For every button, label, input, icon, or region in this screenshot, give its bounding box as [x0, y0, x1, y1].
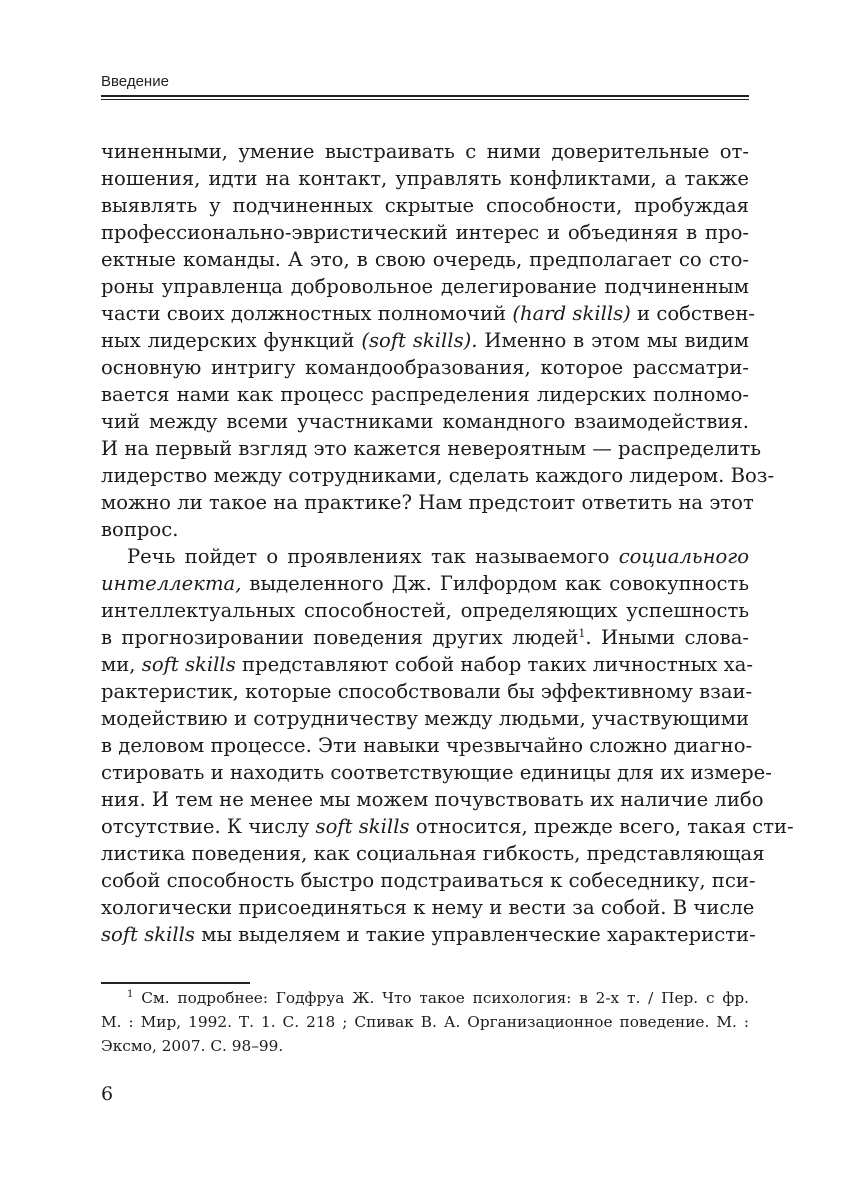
text-line: интеллектуальных способностей, определяющих успешность — [101, 599, 749, 622]
text-line: профессионально-эвристический интерес и объединяя в про- — [101, 221, 749, 244]
text-line: рактеристик, которые способствовали бы эффективному взаи- — [101, 680, 753, 703]
text-line: выявлять у подчиненных скрытые способности, пробуждая — [101, 194, 749, 217]
footnote-separator — [101, 982, 250, 984]
term-social-intellect: интеллекта, — [101, 572, 242, 595]
text-line: собой способность быстро подстраиваться к собеседнику, пси- — [101, 869, 756, 892]
text-line: в деловом процессе. Эти навыки чрезвычайно сложно диагно- — [101, 734, 753, 757]
term-soft-skills: soft skills — [315, 815, 410, 838]
footnote-marker: 1 — [127, 989, 134, 1000]
term-social-intellect: социального — [618, 545, 749, 568]
text-line: ных лидерских функций (soft skills). Именно в этом мы видим — [101, 329, 750, 352]
text-line: soft skills мы выделяем и такие управленческие характеристи- — [101, 923, 756, 946]
term-hard-skills: (hard skills) — [512, 302, 631, 325]
text-line: роны управленца добровольное делегирование подчиненным — [101, 275, 749, 298]
text-line: чий между всеми участниками командного взаимодействия. — [101, 410, 749, 433]
text-line: вается нами как процесс распределения лидерских полномо- — [101, 383, 749, 406]
text-line: интеллекта, выделенного Дж. Гилфордом как совокупность — [101, 572, 749, 595]
text-line: ния. И тем не менее мы можем почувствовать их наличие либо — [101, 788, 764, 811]
term-soft-skills: soft skills — [101, 923, 195, 946]
text-line: чиненными, умение выстраивать с ними доверительные от- — [101, 140, 749, 163]
text-line: части своих должностных полномочий (hard skills) и собствен- — [101, 302, 756, 325]
text-line: листика поведения, как социальная гибкость, представляющая — [101, 842, 765, 865]
header-rule-thin — [101, 99, 749, 100]
text-line: Речь пойдет о проявлениях так называемого социального — [127, 545, 749, 568]
footnote-line: $^1$ См. подробнее: Годфруа Ж. Что такое психология: в 2-х т. / Пер. с фр. — [127, 989, 749, 1007]
text-line: ектные команды. А это, в свою очередь, предполагает со сто- — [101, 248, 749, 271]
text-line: хологически присоединяться к нему и вести за собой. В числе — [101, 896, 755, 919]
text-line: в прогнозировании поведения других людей$^1$. Иными слова- — [101, 626, 750, 649]
term-soft-skills: (soft skills). — [361, 329, 478, 352]
term-soft-skills: soft skills — [141, 653, 236, 676]
body-text — [101, 138, 794, 948]
text-line: отсутствие. К числу soft skills относится, прежде всего, такая сти- — [101, 815, 794, 838]
header-rule-thick — [101, 95, 749, 97]
text-line: ми, soft skills представляют собой набор таких личностных ха- — [101, 653, 753, 676]
footnote-line: М. : Мир, 1992. Т. 1. С. 218 ; Спивак В. А. Организационное поведение. М. : — [101, 1013, 749, 1031]
footnote-line: Эксмо, 2007. С. 98–99. — [101, 1037, 284, 1055]
text-line: основную интригу командообразования, которое рассматри- — [101, 356, 749, 379]
running-header-title: Введение — [101, 73, 169, 90]
text-line: И на первый взгляд это кажется невероятным — распределить — [101, 437, 762, 460]
text-line: ношения, идти на контакт, управлять конфликтами, а также — [101, 167, 749, 190]
text-line: вопрос. — [101, 518, 179, 541]
text-line: можно ли такое на практике? Нам предстоит ответить на этот — [101, 491, 754, 514]
footnote — [101, 986, 749, 1058]
text-line: лидерство между сотрудниками, сделать каждого лидером. Воз- — [101, 464, 775, 487]
footnote-reference[interactable]: 1 — [578, 627, 586, 640]
page-number: 6 — [101, 1083, 114, 1105]
text-line: модействию и сотрудничеству между людьми, участвующими — [101, 707, 750, 730]
text-line: стировать и находить соответствующие единицы для их измере- — [101, 761, 772, 784]
